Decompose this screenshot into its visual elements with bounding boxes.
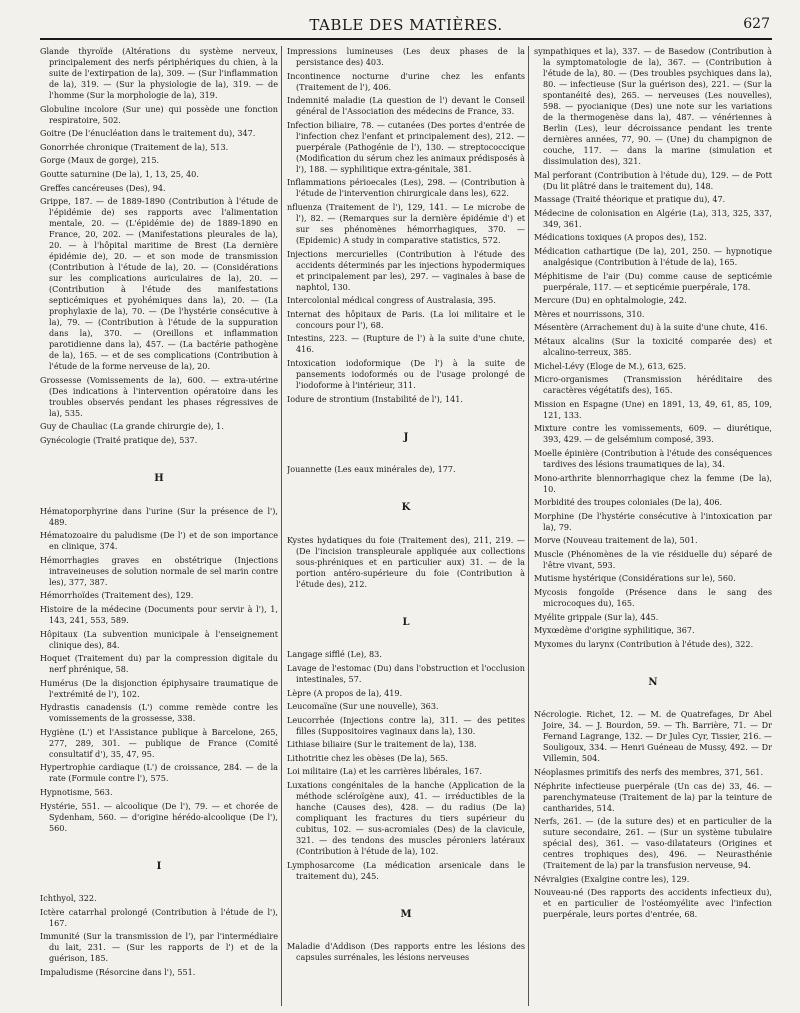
index-entry: Méphitisme de l'air (Du) comme cause de septicémie puerpérale, 117. — et septicémie puerpérale, 178. <box>534 270 772 292</box>
index-entry: Micro-organismes (Transmission héréditaire des caractères végétatifs des), 165. <box>534 374 772 396</box>
index-entry: Ictère catarrhal prolongé (Contribution à l'étude de l'), 167. <box>40 906 278 928</box>
index-entry: Humérus (De la disjonction épiphysaire traumatique de l'extrémité de l'), 102. <box>40 677 278 699</box>
index-entry: Hématozoaire du paludisme (De l') et de son importance en clinique, 374. <box>40 530 278 552</box>
index-entry: Kystes hydatiques du foie (Traitement des), 211, 219. — (De l'incision transpleurale appliquée aux collections sous-phréniques et en particulier aux) 31. — de la portion antéro-supérieure du foie (Contribution à l'étude des), 212. <box>287 534 525 589</box>
index-entry: Impaludisme (Résorcine dans l'), 551. <box>40 967 196 978</box>
index-entry: Mères et nourrissons, 310. <box>534 308 645 319</box>
index-entry: Leucomaïne (Sur une nouvelle), 363. <box>287 701 439 712</box>
index-entry: Névralgies (Exalgine contre les), 129. <box>534 873 690 884</box>
index-entry: Langage sifflé (Le), 83. <box>287 649 382 660</box>
index-columns <box>40 46 774 1006</box>
index-entry: Mal perforant (Contribution à l'étude du), 129. — de Pott (Du lit plâtré dans le traitement du), 148. <box>534 169 772 191</box>
index-entry: Nécrologie. Richet, 12. — M. de Quatrefages, Dr Abel Joire, 34. — J. Bourdon, 59. — Th. Barrière, 71. — Dr Fernand Lagrange, 132. — Dr Jules Cyr, Tissier, 216. — Souligoux, 334. — Henri Guéneau de Mussy, 492. — Dr Villemin, 504. <box>534 709 772 764</box>
index-column-2 <box>287 46 525 1006</box>
index-entry: Morphine (De l'hystérie consécutive à l'intoxication par la), 79. <box>534 510 772 532</box>
index-entry: Greffes cancéreuses (Des), 94. <box>40 182 166 193</box>
index-entry: Lymphosarcome (La médication arsenicale dans le traitement du), 245. <box>287 859 525 881</box>
index-entry: Mutisme hystérique (Considérations sur le), 560. <box>534 573 736 584</box>
index-entry: Morbidité des troupes coloniales (De la), 406. <box>534 497 723 508</box>
index-entry: Hydrastis canadensis (L') comme remède contre les vomissements de la grossesse, 338. <box>40 702 278 724</box>
index-entry: Lavage de l'estomac (Du) dans l'obstruction et l'occlusion intestinales, 57. <box>287 662 525 684</box>
index-entry: Hygiène (L') et l'Assistance publique à Barcelone, 265, 277, 289, 301. — publique de France (Comité consultatif d'), 35, 47, 95. <box>40 726 278 759</box>
index-entry: Inflammations périoecales (Les), 298. — (Contribution à l'étude de l'intervention chirurgicale dans les), 622. <box>287 177 525 199</box>
index-entry: Ichthyol, 322. <box>40 893 97 904</box>
header-rule <box>40 38 772 40</box>
index-entry: Infection biliaire, 78. — cutanées (Des portes d'entrée de l'infection chez l'enfant et principalement des), 212. — puerpérale (Pathogénie de l'), 130. — streptococcique (Modification du sérum chez les animaux prédisposés à l'), 188. — syphilitique extra-génitale, 381. <box>287 119 525 174</box>
index-entry: Lithiase biliaire (Sur le traitement de la), 138. <box>287 739 477 750</box>
column-divider <box>528 46 529 1006</box>
index-entry: Globuline incolore (Sur une) qui possède une fonction respiratoire, 502. <box>40 103 278 125</box>
running-title: TABLE DES MATIÈRES. <box>309 16 503 34</box>
index-entry: Muscle (Phénomènes de la vie résiduelle du) séparé de l'être vivant, 593. <box>534 548 772 570</box>
index-entry: Mycosis fongoïde (Présence dans le sang des microcoques du), 165. <box>534 587 772 609</box>
index-entry: Intercolonial médical congress of Australasia, 395. <box>287 295 496 306</box>
index-entry: Néphrite infectieuse puerpérale (Un cas de) 33, 46. — parenchymateuse (Traitement de la) par la teinture de cantharides, 514. <box>534 780 772 813</box>
page-number: 627 <box>743 16 770 32</box>
index-entry: Goutte saturnine (De la), 1, 13, 25, 40. <box>40 168 199 179</box>
index-entry: Grippe, 187. — de 1889-1890 (Contribution à l'étude de l'épidémie de) ses rapports avec l'alimentation mentale, 20. — (L'épidémie de) de 1889-1890 en France, 20, 202. — (Manifestations pleurales de la), 20. — à l'hôpital maritime de Brest (La dernière épidémie de), 20. — et son mode de transmission (Contribution à l'étude de la), 20. — (Considérations sur les complications auriculaires de la), 20. — (Contribution à l'étude des manifestations septicémiques et pyohémiques dans la), 20. — (La prophylaxie de la), 70. — (De l'hystérie consécutive à la), 79. — (Contribution à l'étude de la suppuration dans la), 370. — (Oreillons et inflammation parotidienne dans la), 457. — (La bactérie pathogène de la), 165. — et de ses complications (Contribution à l'étude de la forme nerveuse de la), 20. <box>40 196 278 372</box>
section-letter: I <box>156 860 162 872</box>
index-entry: Hématoporphyrine dans l'urine (Sur la présence de l'), 489. <box>40 505 278 527</box>
index-entry: Nerfs, 261. — (de la suture des) et en particulier de la suture secondaire, 261. — (Sur un système tubulaire spécial des), 361. — vaso-dilatateurs (Origines et centres trophiques des), 496. — Neurasthénie (Traitement de la) par la transfusion nerveuse, 94. <box>534 816 772 871</box>
index-entry: Morve (Nouveau traitement de la), 501. <box>534 535 698 546</box>
section-letter: L <box>402 616 410 628</box>
index-entry: Luxations congénitales de la hanche (Application de la méthode scléroïgène aux), 41. — irréductibles de la hanche (Causes des), 428. — du radius (De la) compliquant les fractures du tiers supérieur du cubitus, 102. — sus-acromiales (Des) de la clavicule, 321. — des tendons des muscles péroniers latéraux (Contribution à l'étude de la), 102. <box>287 780 525 857</box>
index-entry: Lèpre (A propos de la), 419. <box>287 687 403 698</box>
index-entry: Iodure de strontium (Instabilité de l'), 141. <box>287 393 463 404</box>
index-entry: Injections mercurielles (Contribution à l'étude des accidents déterminés par les injections hypodermiques et principalement par les), 297. — vaginales à base de naphtol, 130. <box>287 248 525 292</box>
index-entry: Hypertrophie cardiaque (L') de croissance, 284. — de la rate (Formule contre l'), 575. <box>40 762 278 784</box>
index-entry: nfluenza (Traitement de l'), 129, 141. — Le microbe de l'), 82. — (Remarques sur la dernière épidémie d') et sur ses phénomènes hémorrhagiques, 370. — (Epidemic) A study in comparative statistics, 572. <box>287 201 525 245</box>
index-entry: Hémorrhagies graves en obstétrique (Injections intraveineuses de solution normale de sel marin contre les), 377, 387. <box>40 554 278 587</box>
index-entry: Massage (Traité théorique et pratique du), 47. <box>534 194 726 205</box>
index-entry: Goitre (De l'énucléation dans le traitement du), 347. <box>40 128 256 139</box>
index-entry: Mercure (Du) en ophtalmologie, 242. <box>534 295 687 306</box>
index-entry: Indemnité maladie (La question de l') devant le Conseil général de l'Association des médecins de France, 33. <box>287 95 525 117</box>
index-entry: Métaux alcalins (Sur la toxicité comparée des) et alcalino-terreux, 385. <box>534 335 772 357</box>
index-entry: Nouveau-né (Des rapports des accidents infectieux du), et en particulier de l'ostéomyélite avec l'infection puerpérale, leurs portes d'entrée, 68. <box>534 887 772 920</box>
index-entry: Guy de Chauliac (La grande chirurgie de), 1. <box>40 421 224 432</box>
index-entry: Médication cathartique (De la), 201, 250. — hypnotique analgésique (Contribution à l'étude de la), 165. <box>534 245 772 267</box>
section-letter: H <box>154 472 164 484</box>
index-entry: Leucorrhée (Injections contre la), 311. — des petites filles (Suppositoires vaginaux dans la), 130. <box>287 714 525 736</box>
index-entry: sympathiques et la), 337. — de Basedow (Contribution à la symptomatologie de la), 367. — (Contribution à l'étude de la), 80. — (Des troubles psychiques dans la), 80. — infectieuse (Sur la guérison des), 221. — (Sur la spontanéité des), 265. — nerveuses (Les nouvelles), 598. — pyocianique (Des) une note sur les variations de la thermogenèse dans la), 487. — vénériennes à Berlin (Les), leur décroissance pendant les trente dernières années, 77, 90. — (Une) du champignon de couche, 117. — dans la marine (simulation et dissimulation des), 321. <box>534 46 772 166</box>
index-entry: Gorge (Maux de gorge), 215. <box>40 155 160 166</box>
section-letter: K <box>401 502 411 514</box>
index-entry: Hémorrhoïdes (Traitement des), 129. <box>40 590 194 601</box>
index-entry: Histoire de la médecine (Documents pour servir à l'), 1, 143, 241, 553, 589. <box>40 603 278 625</box>
index-entry: Médications toxiques (A propos des), 152. <box>534 232 707 243</box>
index-entry: Mono-arthrite blennorrhagique chez la femme (De la), 10. <box>534 472 772 494</box>
column-divider <box>281 46 282 1006</box>
index-entry: Gonorrhée chronique (Traitement de la), 513. <box>40 141 229 152</box>
index-entry: Grossesse (Vomissements de la), 600. — extra-utérine (Des indications à l'intervention opératoire dans les troubles observés pendant les phases régressives de la), 535. <box>40 374 278 418</box>
section-letter: M <box>400 908 412 920</box>
index-entry: Médecine de colonisation en Algérie (La), 313, 325, 337, 349, 361. <box>534 207 772 229</box>
index-entry: Mixture contre les vomissements, 609. — diurétique, 393, 429. — de gelsémium composé, 393. <box>534 423 772 445</box>
index-entry: Lithotritie chez les obèses (De la), 565. <box>287 752 448 763</box>
index-entry: Mission en Espagne (Une) en 1891, 13, 49, 61, 85, 109, 121, 133. <box>534 398 772 420</box>
index-entry: Hystérie, 551. — alcoolique (De l'), 79. — et chorée de Sydenham, 560. — d'origine hérédo-alcoolique (De l'), 560. <box>40 800 278 833</box>
index-entry: Internat des hôpitaux de Paris. (La loi militaire et le concours pour l'), 68. <box>287 308 525 330</box>
index-entry: Gynécologie (Traité pratique de), 537. <box>40 434 198 445</box>
index-column-3 <box>534 46 772 1006</box>
index-entry: Hypnotisme, 563. <box>40 787 113 798</box>
index-column-1 <box>40 46 278 1006</box>
index-entry: Loi militaire (La) et les carrières libérales, 167. <box>287 766 482 777</box>
index-entry: Intestins, 223. — (Rupture de l') à la suite d'une chute, 416. <box>287 333 525 355</box>
index-entry: Immunité (Sur la transmission de l'), par l'intermédiaire du lait, 231. — (Sur les rapports de l') et de la guérison, 185. <box>40 931 278 964</box>
page-header <box>40 10 772 36</box>
index-entry: Impressions lumineuses (Les deux phases de la persistance des) 403. <box>287 46 525 67</box>
section-letter: N <box>648 676 658 688</box>
section-letter: J <box>403 431 409 443</box>
index-entry: Michel-Lévy (Eloge de M.), 613, 625. <box>534 360 687 371</box>
index-entry: Jouannette (Les eaux minérales de), 177. <box>287 464 456 475</box>
index-entry: Maladie d'Addison (Des rapports entre les lésions des capsules surrénales, les lésions nerveuses <box>287 941 525 963</box>
index-entry: Myxomes du larynx (Contribution à l'étude des), 322. <box>534 638 754 649</box>
index-entry: Moelle épinière (Contribution à l'étude des conséquences tardives des lésions traumatiques de la), 34. <box>534 447 772 469</box>
index-entry: Hoquet (Traitement du) par la compression digitale du nerf phrénique, 58. <box>40 653 278 675</box>
index-entry: Incontinence nocturne d'urine chez les enfants (Traitement de l'), 406. <box>287 70 525 92</box>
index-entry: Hôpitaux (La subvention municipale à l'enseignement clinique des), 84. <box>40 628 278 650</box>
index-entry: Glande thyroïde (Altérations du système nerveux, principalement des nerfs périphériques du chien, à la suite de l'extirpation de la), 309. — (Sur l'inflammation de la), 319. — (Sur la physiologie de la), 319. — de l'homme (Sur la morphologie de la), 319. <box>40 46 278 100</box>
index-entry: Intoxication iodoformique (De l') à la suite de pansements iodoformés ou de l'usage prolongé de l'iodoforme à l'intérieur, 311. <box>287 357 525 390</box>
index-entry: Myxœdème d'origine syphilitique, 367. <box>534 625 695 636</box>
index-entry: Myélite grippale (Sur la), 445. <box>534 611 659 622</box>
index-entry: Néoplasmes primitifs des nerfs des membres, 371, 561. <box>534 767 764 778</box>
index-entry: Mésentère (Arrachement du) à la suite d'une chute, 416. <box>534 322 768 333</box>
